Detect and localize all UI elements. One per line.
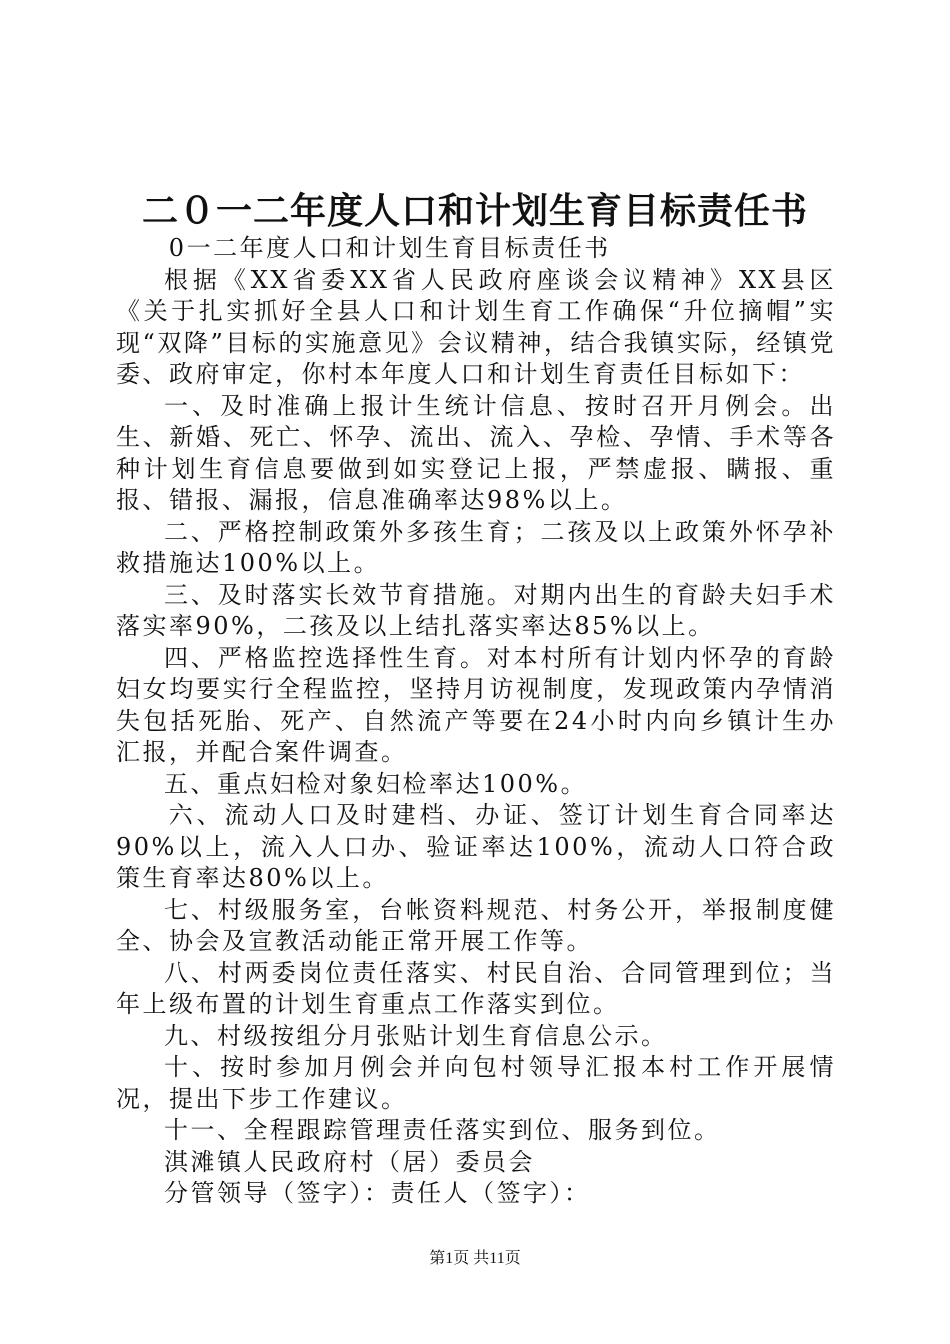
paragraph-item-4: 四、严格监控选择性生育。对本村所有计划内怀孕的育龄妇女均要实行全程监控，坚持月访视制度，发现政策内孕情消失包括死胎、死产、自然流产等要在24小时内向乡镇计生办汇报，并配合案件调查。 <box>116 643 836 766</box>
paragraph-item-10: 十、按时参加月例会并向包村领导汇报本村工作开展情况，提出下步工作建议。 <box>116 1053 836 1113</box>
paragraph-item-5: 五、重点妇检对象妇检率达100%。 <box>164 769 588 798</box>
paragraph-item-7: 七、村级服务室，台帐资料规范、村务公开，举报制度健全、协会及宣教活动能正常开展工作等。 <box>116 895 836 955</box>
document-body <box>116 233 836 1210</box>
page-number: 第1页 共11页 <box>429 1250 521 1267</box>
document-title: 二０一二年度人口和计划生育目标责任书 <box>141 190 808 232</box>
paragraph-item-3: 三、及时落实长效节育措施。对期内出生的育龄夫妇手术落实率90%，二孩及以上结扎落实率达85%以上。 <box>116 580 836 640</box>
paragraph-item-11: 十一、全程跟踪管理责任落实到位、服务到位。 <box>164 1116 721 1144</box>
signature-organization: 淇滩镇人民政府村（居）委员会 <box>164 1147 535 1176</box>
paragraph-intro: 根据《XX省委XX省人民政府座谈会议精神》XX县区《关于扎实抓好全县人口和计划生育工作确保“升位摘帽”实现“双降”目标的实施意见》会议精神，结合我镇实际，经镇党委、政府审定，你村本年度人口和计划生育责任目标如下： <box>116 265 836 388</box>
paragraph-item-9: 九、村级按组分月张贴计划生育信息公示。 <box>164 1021 668 1050</box>
paragraph-item-1: 一、及时准确上报计生统计信息、按时召开月例会。出生、新婚、死亡、怀孕、流出、流入、孕检、孕情、手术等各种计划生育信息要做到如实登记上报，严禁虚报、瞒报、重报、错报、漏报，信息准确率达98%以上。 <box>116 391 836 514</box>
paragraph-item-6: 六、流动人口及时建档、办证、签订计划生育合同率达90%以上，流入人口办、验证率达100%，流动人口符合政策生育率达80%以上。 <box>116 801 836 892</box>
paragraph-item-8: 八、村两委岗位责任落实、村民自治、合同管理到位；当年上级布置的计划生育重点工作落实到位。 <box>116 958 836 1018</box>
signature-line: 分管领导（签字）：责任人（签字）： <box>164 1179 591 1207</box>
paragraph-item-2: 二、严格控制政策外多孩生育；二孩及以上政策外怀孕补救措施达100%以上。 <box>116 517 836 577</box>
document-subtitle: 0一二年度人口和计划生育目标责任书 <box>168 234 611 262</box>
